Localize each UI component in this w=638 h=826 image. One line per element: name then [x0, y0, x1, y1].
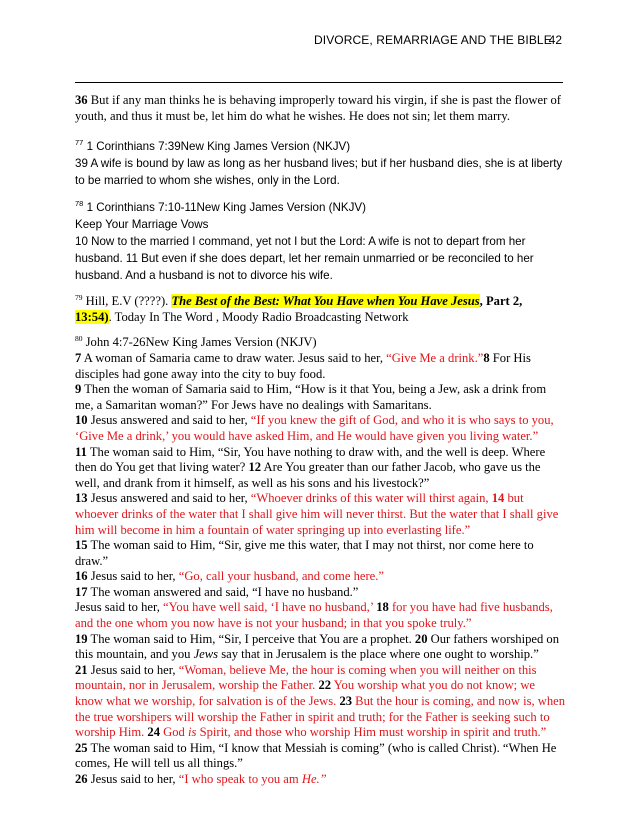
words-of-jesus: “Woman, believe Me, the hour is coming when you will neither on this	[178, 662, 537, 677]
verse-number: 25	[75, 740, 88, 755]
words-of-jesus: “Give Me a drink.”	[386, 350, 484, 365]
verse-number: 14	[491, 491, 505, 506]
footnote-79-line-1: $^{79}$ Hill, E.V (????). The Best of the Best: What You Have when You Have Jesus, Part 2,	[75, 293, 523, 309]
sermon-time: 13:54)	[75, 309, 109, 324]
verse-line: me, a Samaritan woman?” For Jews have no dealings with Samaritans.	[75, 397, 432, 412]
words-of-jesus: for you have had five husbands,	[388, 600, 553, 615]
footnote-79	[75, 294, 567, 325]
verse-number: 8	[483, 350, 490, 365]
words-of-jesus: You worship what you do not know; we	[331, 678, 535, 693]
sermon-title: The Best of the Best: What You Have when You Have Jesus	[171, 294, 480, 309]
footnotes-body	[75, 93, 567, 788]
footnote-77	[75, 138, 567, 189]
footnote-78-heading: Keep Your Marriage Vows	[75, 218, 209, 232]
footnote-marker: 80	[75, 334, 83, 344]
words-of-jesus: ‘Give Me a drink,’ you would have asked Him, and He would have given you living water.”	[75, 428, 539, 443]
verse-line: 13 Jesus answered and said to her, “Whoever drinks of this water will thirst again, 14 but	[75, 491, 524, 506]
footnote-78	[75, 199, 567, 284]
verse-line: well, and drank from it himself, as well as his sons and his livestock?”	[75, 475, 430, 490]
verse-line: 25 The woman said to Him, “I know that Messiah is coming” (who is called Christ). “When He	[75, 740, 557, 755]
verse-line: 16 Jesus said to her, “Go, call your husband, and come here.”	[75, 569, 385, 584]
verse-number: 13	[75, 491, 88, 506]
verse-number: 15	[75, 538, 88, 553]
verse-number: 17	[75, 584, 88, 599]
footnote-marker: 78	[75, 199, 84, 209]
verse-number: 9	[75, 382, 82, 397]
words-of-jesus: But the hour is coming, and now is, when	[352, 694, 566, 709]
footnote-78-line-3: husband. And a husband is not to divorce his wife.	[75, 269, 333, 283]
words-of-jesus: worship Him.	[75, 725, 148, 740]
verse-line: 19 The woman said to Him, “Sir, I perceive that You are a prophet. 20 Our fathers worshiped on	[75, 631, 560, 646]
verse-line: 7 A woman of Samaria came to draw water. Jesus said to her, “Give Me a drink.”8 For His	[75, 350, 531, 365]
words-of-jesus: Spirit, and those who worship Him must worship in spirit and truth.”	[196, 725, 547, 740]
verse-number: 10	[75, 413, 88, 428]
verse-line: 9 Then the woman of Samaria said to Him, “How is it that You, being a Jew, ask a drink from	[75, 382, 547, 397]
footnote-78-ref: $^{78}$ 1 Corinthians 7:10-11New King James Version (NKJV)	[75, 199, 367, 215]
words-of-jesus: mountain, nor in Jerusalem, worship the Father.	[75, 678, 319, 693]
footnote-78-line-2: husband. 11 But even if she does depart, let her remain unmarried or be reconciled to her	[75, 252, 534, 266]
footnote-79-line-2: 13:54). Today In The Word , Moody Radio Broadcasting Network	[75, 309, 409, 324]
words-of-jesus: and the one whom you now have is not your husband; in that you spoke truly.”	[75, 616, 472, 631]
verse-line: comes, He will tell us all things.”	[75, 756, 243, 771]
header-rule	[75, 82, 563, 83]
verse-36-block	[75, 93, 567, 124]
verse-line: 26 Jesus said to her, “I who speak to you am He.”	[75, 772, 327, 786]
footnote-77-line-2: to be married to whom she wishes, only in the Lord.	[75, 174, 340, 188]
verse-number: 21	[75, 662, 88, 677]
verse-line: then do You get that living water? 12 Are You greater than our father Jacob, who gave us the	[75, 460, 541, 475]
verse-number: 24	[147, 725, 161, 740]
verse-number: 36	[75, 93, 88, 107]
verse-number: 20	[414, 631, 428, 646]
footnote-77-ref: $^{77}$ 1 Corinthians 7:39New King James Version (NKJV)	[75, 138, 351, 154]
footnote-80	[75, 335, 567, 787]
footnote-marker: 77	[75, 138, 84, 148]
verse-line: 21 Jesus said to her, “Woman, believe Me, the hour is coming when you will neither on this	[75, 662, 537, 677]
verse-line: 11 The woman said to Him, “Sir, You have nothing to draw with, and the well is deep. Where	[75, 444, 546, 459]
words-of-jesus: “If you knew the gift of God, and who it is who says to you,	[250, 413, 554, 428]
verse-line	[75, 725, 567, 741]
verse-line: 10 Jesus answered and said to her, “If you knew the gift of God, and who it is who says to you,	[75, 413, 554, 428]
words-of-jesus: the true worshipers will worship the Father in spirit and truth; for the Father is seeking such to	[75, 709, 550, 724]
italic-word: He.”	[301, 772, 327, 786]
footnote-77-line-1: 39 A wife is bound by law as long as her husband lives; but if her husband dies, she is at liberty	[75, 157, 563, 171]
verse-number: 26	[75, 772, 88, 786]
verse-line: this mountain, and you Jews say that in Jerusalem is the place where one ought to worship.”	[75, 647, 539, 662]
verse-number: 19	[75, 631, 88, 646]
words-of-jesus: “You have well said, ‘I have no husband,’	[163, 600, 377, 615]
footnote-80-ref: $^{80}$ John 4:7-26New King James Version (NKJV)	[75, 334, 317, 350]
verse-number: 12	[248, 460, 262, 475]
words-of-jesus: “I who speak to you am	[178, 772, 302, 786]
words-of-jesus: know what we worship, for salvation is of the Jews.	[75, 694, 340, 709]
verse-line	[75, 694, 567, 710]
page-number: 42	[548, 33, 562, 47]
footnote-78-line-1: 10 Now to the married I command, yet not I but the Lord: A wife is not to depart from her	[75, 235, 526, 249]
verse-number: 23	[339, 694, 353, 709]
verse-line: Jesus said to her, “You have well said, ‘I have no husband,’ 18 for you have had five husbands,	[75, 600, 553, 615]
verse-line: disciples had gone away into the city to buy food.	[75, 366, 326, 381]
verse-number: 16	[75, 569, 88, 584]
verse-number: 18	[376, 600, 389, 615]
words-of-jesus: but	[504, 491, 524, 506]
verse-36-line-1: 36 But if any man thinks he is behaving improperly toward his virgin, if she is past the flower of	[75, 93, 561, 107]
footnote-marker: 79	[75, 293, 83, 303]
verse-line: 15 The woman said to Him, “Sir, give me this water, that I may not thirst, nor come here to	[75, 538, 534, 553]
words-of-jesus: God	[160, 725, 189, 740]
verse-number: 7	[75, 350, 82, 365]
verse-number: 11	[75, 444, 87, 459]
italic-word: Jews	[193, 647, 219, 662]
words-of-jesus: whoever drinks of the water that I shall give him will never thirst. But the water that I shall give	[75, 506, 559, 521]
verse-line: 17 The woman answered and said, “I have no husband.”	[75, 584, 359, 599]
words-of-jesus: “Whoever drinks of this water will thirst again,	[250, 491, 492, 506]
words-of-jesus: “Go, call your husband, and come here.”	[178, 569, 385, 584]
verse-line: draw.”	[75, 553, 109, 568]
verse-line	[75, 678, 567, 694]
italic-word: is	[188, 725, 197, 740]
verse-36-line-2: youth, and thus it must be, let him do what he wishes. He does not sin; let them marry.	[75, 108, 511, 123]
words-of-jesus: him will become in him a fountain of water springing up into everlasting life.”	[75, 522, 471, 537]
running-title: DIVORCE, REMARRIAGE AND THE BIBLE	[314, 33, 552, 47]
verse-number: 22	[318, 678, 332, 693]
